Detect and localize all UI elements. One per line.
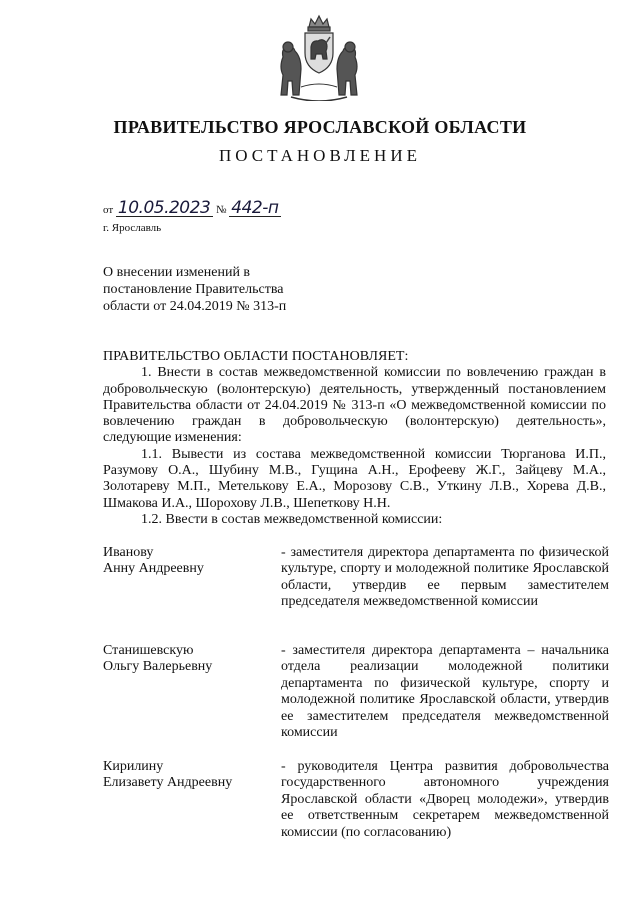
- member-surname: Кирилину: [103, 759, 164, 774]
- member-name: [103, 643, 273, 676]
- member-name: [103, 545, 273, 578]
- subject-line: О внесении изменений в: [103, 265, 251, 280]
- city-name: г. Ярославль: [103, 222, 162, 234]
- organization-title: ПРАВИТЕЛЬСТВО ЯРОСЛАВСКОЙ ОБЛАСТИ: [113, 117, 527, 137]
- subject-line: области от 24.04.2019 № 313-п: [103, 299, 287, 314]
- date-prefix: от: [103, 204, 114, 216]
- member-name: [103, 759, 273, 792]
- number-label: №: [216, 204, 227, 216]
- document-body: [103, 349, 606, 528]
- paragraph-1-1: 1.1. Вывести из состава межведомственной комиссии Тюрганова И.П., Разумову О.А., Шубину М.В., Гущина А.Н., Ерофееву Ж.Г., Зайцеву М.А., Золотареву М.П., Метелькову Е.А., Морозову С.В., Уткину Л.В., Хорева Д.В., Шмакова И.А., Шорохову Л.В., Шепеткову Н.Н.: [103, 446, 606, 511]
- date-number-line: [103, 200, 281, 217]
- member-surname: Иванову: [103, 545, 154, 560]
- member-description: - заместителя директора департамента по физической культуре, спорту и молодежной политике Ярославской области, утвердив ее первым заместителем председателя межведомственной комиссии: [281, 545, 609, 610]
- coat-of-arms-emblem: [271, 13, 367, 101]
- document-subject: [103, 264, 286, 315]
- paragraph-1: 1. Внести в состав межведомственной комиссии по вовлечению граждан в добровольческую (волонтерскую) деятельность, утвержденный постановлением Правительства области от 24.04.2019 № 313-п «О межведомственной комиссии по вовлечению граждан в добровольческую (волонтерскую) деятельность», следующие изменения:: [103, 365, 606, 446]
- document-number: 442-п: [229, 200, 281, 217]
- resolution-heading: ПРАВИТЕЛЬСТВО ОБЛАСТИ ПОСТАНОВЛЯЕТ:: [103, 349, 409, 364]
- document-date: 10.05.2023: [116, 200, 213, 217]
- member-description: - руководителя Центра развития добровольчества государственного автономного учреждения Ярославской области «Дворец молодежи», утвердив ее ответственным секретарем межведомственной комиссии (по согласованию): [281, 759, 609, 840]
- paragraph-1-2: 1.2. Ввести в состав межведомственной комиссии:: [141, 511, 443, 527]
- subject-line: постановление Правительства: [103, 282, 284, 297]
- member-given-name: Елизавету Андреевну: [103, 775, 233, 791]
- document-type: ПОСТАНОВЛЕНИЕ: [218, 146, 421, 165]
- member-given-name: Ольгу Валерьевну: [103, 659, 213, 675]
- member-surname: Станишевскую: [103, 643, 194, 658]
- member-description: - заместителя директора департамента – начальника отдела реализации молодежной политики департамента по физической культуре, спорту и молодежной политике Ярославской области, утвердив ее заместителем председателя межведомственной комиссии: [281, 643, 609, 741]
- member-given-name: Анну Андреевну: [103, 561, 204, 577]
